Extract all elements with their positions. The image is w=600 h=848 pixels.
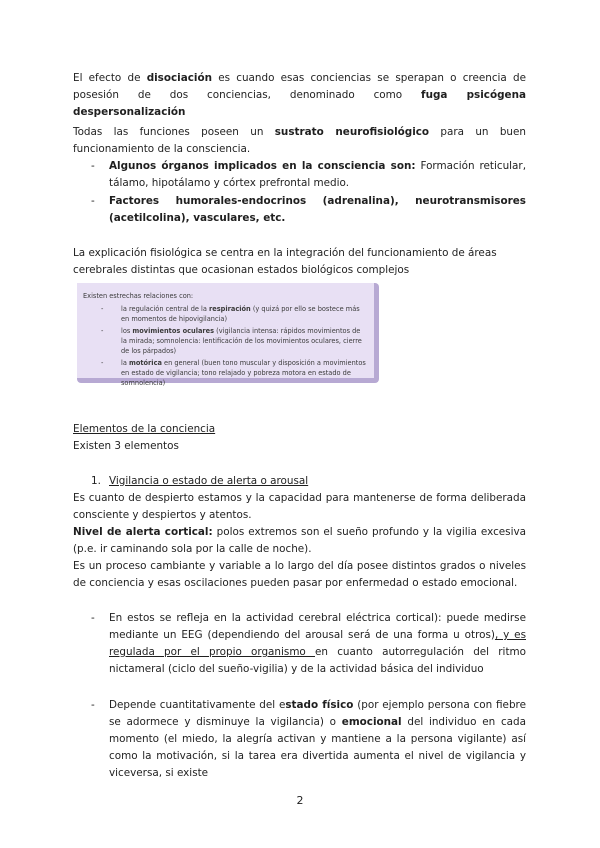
text: Depende cuantitativamente del e [109,699,286,711]
paragraph-disociacion [73,70,526,121]
text: Formación reticular, tálamo, hipotálamo y córtex prefrontal medio. [109,160,526,189]
bold-term: disociación [146,72,212,84]
bold-term: emocional [341,716,402,728]
text: en general (buen tono muscular y disposición a movimientos en estado de vigilancia; tono relajado y pobreza motora en estado de somnolencia) [121,359,366,387]
section-heading-text: Elementos de la conciencia [73,423,216,435]
bullet-dash: - [91,160,95,172]
callout-item [83,326,366,356]
bullet-text [109,158,526,192]
callout-dash: - [101,359,104,367]
callout-item [83,358,366,388]
callout-title: Existen estrechas relaciones con: [83,292,194,300]
bullet-eeg [91,610,526,678]
bold-term: respiración [209,305,251,313]
text: (por ejemplo persona con fiebre se adormece y disminuye la vigilancia) o [109,699,526,728]
text: (y quizá por ello se bostece más en momentos de hipovigilancia) [121,305,360,323]
bullet-estado-fisico [91,697,526,782]
paragraph-explicacion: La explicación fisiológica se centra en la integración del funcionamiento de áreas cerebrales distintas que ocasionan estados biológicos complejos [73,247,497,276]
bullet-text [109,697,526,782]
page-number: 2 [296,794,304,807]
bullet-dash: - [91,195,95,207]
paragraph-alerta [73,524,526,558]
text: (vigilancia intensa: rápidos movimientos de la mirada; somnolencia: lentificación de los movimientos oculares, cierre de los párpados) [121,327,362,355]
callout-dash: - [101,305,104,313]
callout-dash: - [101,327,104,335]
underlined-text: , y es regulada por el propio organismo [109,629,526,658]
text: en cuanto autorregulación del ritmo nictameral (ciclo del sueño-vigilia) y de la actividad básica del individuo [109,646,526,675]
bold-term: Algunos órganos implicados en la consciencia son: [109,160,416,172]
paragraph-proceso: Es un proceso cambiante y variable a lo largo del día posee distintos grados o niveles de conciencia y esas oscilaciones pueden pasar por enfermedad o estado emocional. [73,560,526,589]
list-number: 1. [91,475,101,487]
callout-box [77,283,379,387]
section-subtitle: Existen 3 elementos [73,440,179,452]
bold-term: Nivel de alerta cortical: [73,526,213,538]
text: En estos se refleja en la actividad cerebral eléctrica cortical): puede medirse mediante un EEG (dependiendo del arousal será de una forma u otros) [109,612,526,641]
text: la [121,359,129,367]
bullet-text [109,193,526,227]
paragraph-sustrato [73,124,526,158]
text: del individuo en cada momento (el miedo, la alegría activan y mantiene a la persona vigilante) así como la motivación, si la tarea era divertida aumenta el nivel de vigilancia y viceversa, si existe [109,716,526,779]
text: la regulación central de la [121,305,210,313]
bullet-dash: - [91,699,95,711]
text: Todas las funciones poseen un [73,126,275,138]
text: los [121,327,133,335]
bold-term: fuga psicógena despersonalización [73,89,526,118]
bold-term: stado físico [285,699,354,711]
text: polos extremos son el sueño profundo y la vigilia excesiva (p.e. ir caminando sola por la calle de noche). [73,526,526,555]
bullet-dash: - [91,612,95,624]
bold-term: sustrato neurofisiológico [274,126,430,138]
bullet-text [109,610,526,678]
bullet-factores [91,193,526,227]
section-heading [73,421,526,438]
bold-term: Factores humorales-endocrinos (adrenalina), neurotransmisores (acetilcolina), vasculares, etc. [109,195,526,224]
callout-item [83,304,366,324]
paragraph-despierto: Es cuanto de despierto estamos y la capacidad para mantenerse de forma deliberada consciente y despiertos y atentos. [73,492,526,521]
text: El efecto de [73,72,147,84]
text: es cuando esas conciencias se sperapan o creencia de posesión de dos conciencias, denominado como [73,72,526,101]
text: para un buen funcionamiento de la consciencia. [73,126,526,155]
list-item-label: Vigilancia o estado de alerta o arousal [109,475,309,487]
numbered-item [91,473,526,490]
bold-term: movimientos oculares [132,327,215,335]
bold-term: motórica [128,359,162,367]
bullet-organos [91,158,526,192]
